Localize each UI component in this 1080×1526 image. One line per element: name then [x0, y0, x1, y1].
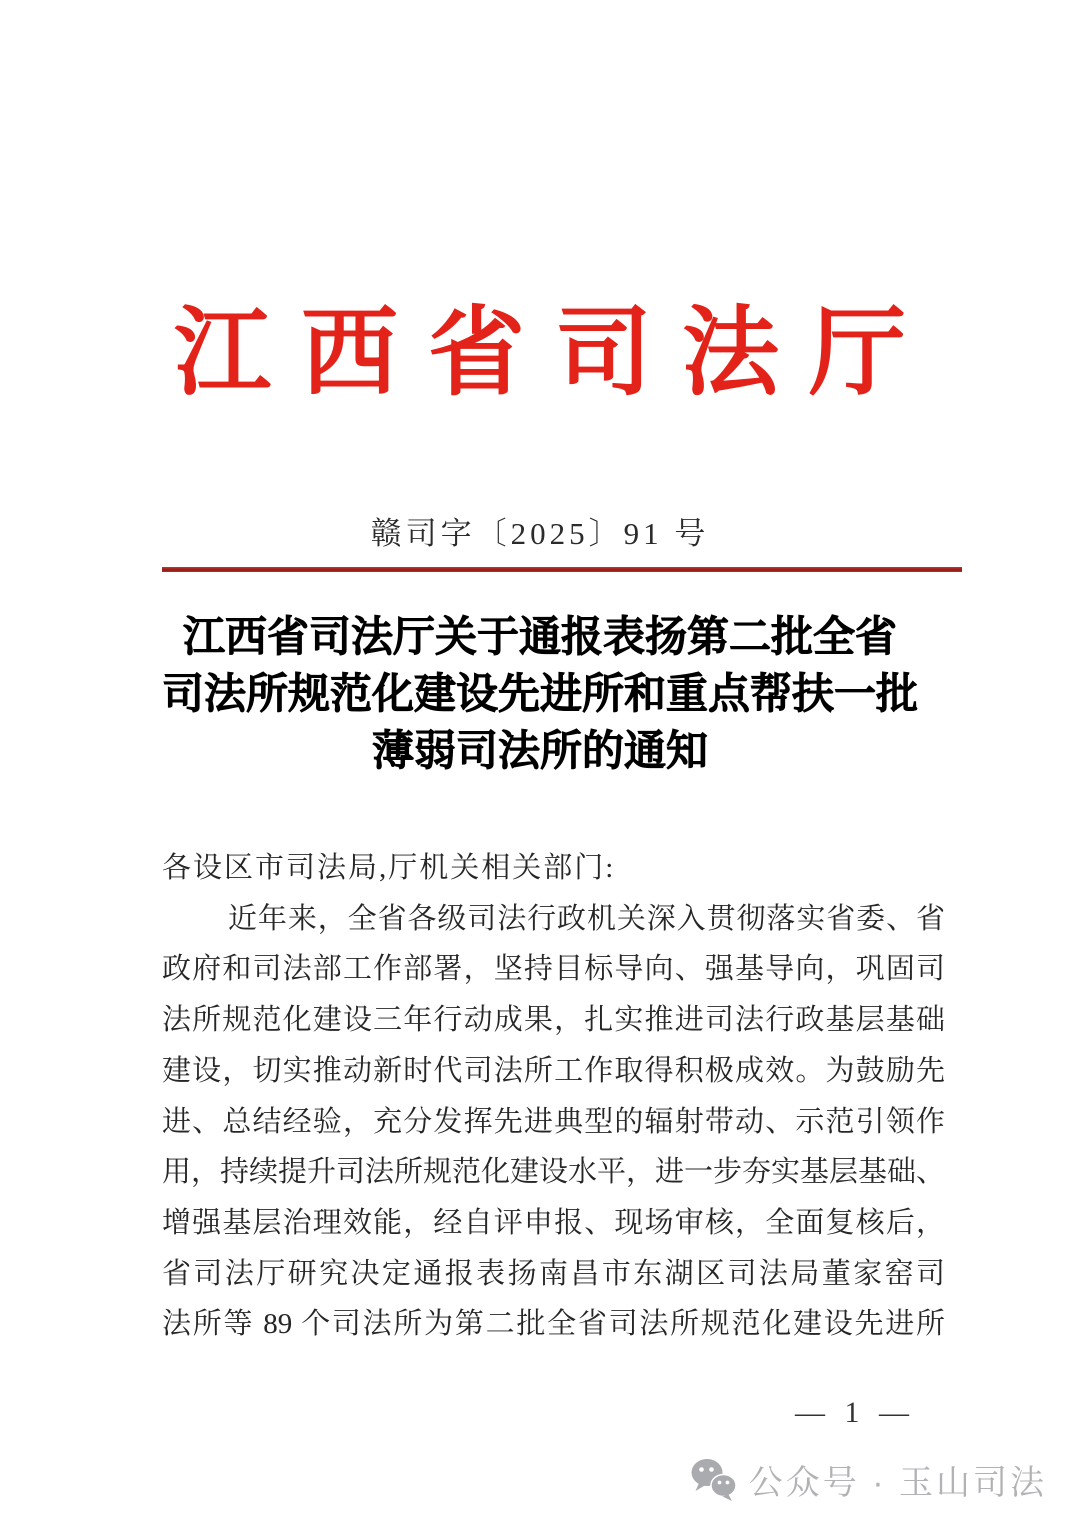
body-line: 用，持续提升司法所规范化建设水平，进一步夯实基层基础、 — [162, 1156, 946, 1189]
document-title-line-2: 司法所规范化建设先进所和重点帮扶一批 — [161, 672, 918, 718]
body-line: 法所规范化建设三年行动成果，扎实推进司法行政基层基础 — [162, 1004, 945, 1037]
body-line: 进、总结经验，充分发挥先进典型的辐射带动、示范引领作 — [162, 1105, 945, 1138]
salutation-line: 各设区市司法局,厅机关相关部门: — [162, 852, 616, 884]
body-line: 近年来，全省各级司法行政机关深入贯彻落实省委、省 — [228, 902, 945, 935]
document-title — [90, 610, 990, 781]
document-body — [162, 843, 945, 1350]
footer-watermark — [689, 1455, 1047, 1504]
red-separator-rule — [162, 567, 962, 572]
watermark-account-name: 公众号 · 玉山司法 — [748, 1464, 1047, 1502]
body-line: 政府和司法部工作部署，坚持目标导向、强基导向，巩固司 — [162, 953, 945, 986]
body-line: 建设，切实推动新时代司法所工作取得积极成效。为鼓励先 — [162, 1054, 945, 1087]
document-title-line-1: 江西省司法厅关于通报表扬第二批全省 — [182, 615, 897, 661]
page-number: — 1 — — [795, 1396, 915, 1429]
wechat-logo-icon — [689, 1457, 739, 1503]
document-title-line-3: 薄弱司法所的通知 — [371, 729, 708, 775]
document-reference-number: 赣司字〔2025〕91 号 — [370, 516, 710, 551]
body-line: 法所等 89 个司法所为第二批全省司法所规范化建设先进所 — [162, 1308, 945, 1341]
letterhead-agency-name: 江西省司法厅 — [174, 300, 936, 407]
body-line: 增强基层治理效能，经自评申报、现场审核，全面复核后， — [162, 1206, 945, 1239]
body-line: 省司法厅研究决定通报表扬南昌市东湖区司法局董家窑司 — [162, 1257, 945, 1290]
